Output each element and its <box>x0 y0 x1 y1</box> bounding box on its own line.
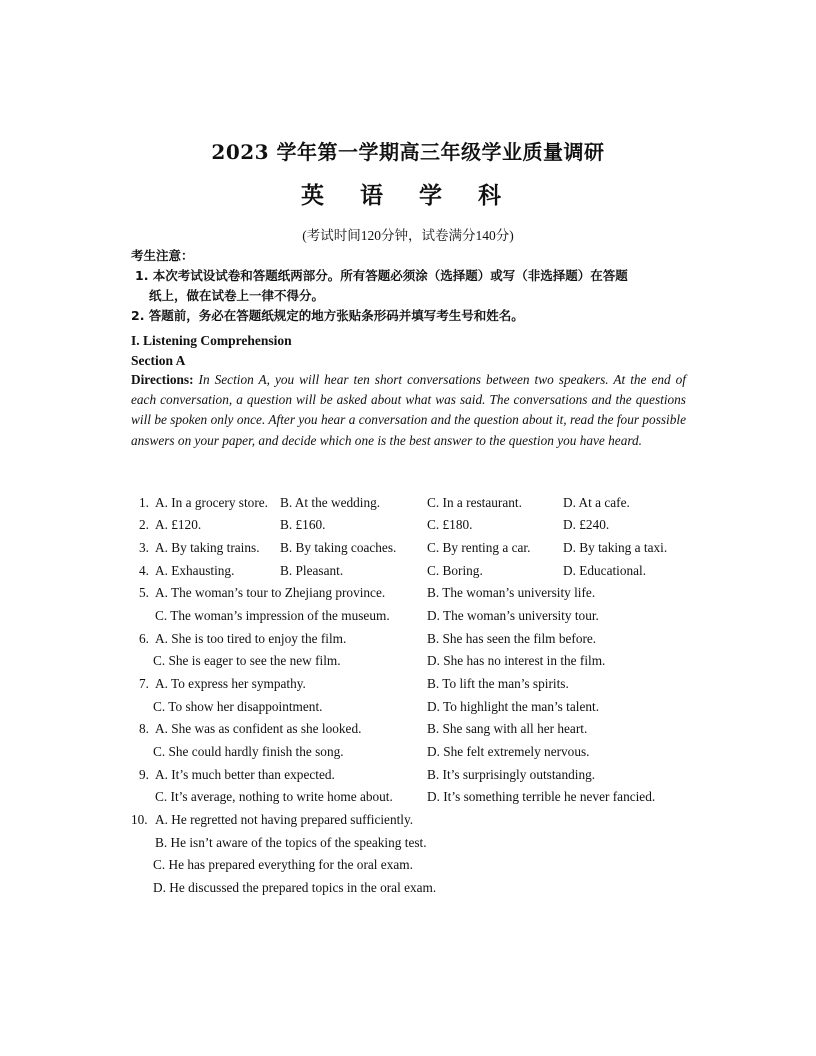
question-number: 9. <box>139 767 149 782</box>
option-d: D. He discussed the prepared topics in the oral exam. <box>153 880 437 895</box>
option-c: C. In a restaurant. <box>427 495 522 510</box>
option-a: A. To express her sympathy. <box>155 676 306 691</box>
option-d: D. She has no interest in the film. <box>427 653 606 668</box>
question-number: 7. <box>139 676 149 691</box>
notice-heading: 考生注意： <box>131 248 194 263</box>
question-number: 4. <box>139 563 149 578</box>
option-b: B. By taking coaches. <box>280 540 397 555</box>
option-c: C. The woman’s impression of the museum. <box>155 608 390 623</box>
directions-text: In Section A, you will hear ten short conversations between two speakers. At the end of each conversation, a question will be asked about what was said. The conversations and the questions will be spoken only once. After you hear a conversation and the question about it, read the four possible answers on your paper, and decide which one is the best answer to the question you have heard. <box>131 372 686 448</box>
option-b: B. To lift the man’s spirits. <box>427 676 569 691</box>
option-d: D. By taking a taxi. <box>563 540 668 555</box>
exam-info: (考试时间120分钟，试卷满分140分) <box>302 228 514 243</box>
notice-item-2: 2. 答题前，务必在答题纸规定的地方张贴条形码并填写考生号和姓名。 <box>131 308 524 323</box>
part-title: I. Listening Comprehension <box>131 333 292 348</box>
option-c: C. She could hardly finish the song. <box>153 744 344 759</box>
option-c: C. £180. <box>427 517 473 532</box>
option-b: B. At the wedding. <box>280 495 381 510</box>
notice-item-1-cont: 纸上，做在试卷上一律不得分。 <box>149 288 325 303</box>
notice-item-1: 1. 本次考试设试卷和答题纸两部分。所有答题必须涂（选择题）或写（非选择题）在答题 <box>135 268 628 283</box>
option-d: D. It’s something terrible he never fancied. <box>427 789 656 804</box>
option-c: C. He has prepared everything for the oral exam. <box>153 857 413 872</box>
option-b: B. Pleasant. <box>280 563 344 578</box>
question-number: 2. <box>139 517 149 532</box>
option-d: D. At a cafe. <box>563 495 630 510</box>
option-c: C. Boring. <box>427 563 483 578</box>
option-a: A. Exhausting. <box>155 563 235 578</box>
option-a: A. In a grocery store. <box>155 495 268 510</box>
option-a: A. By taking trains. <box>155 540 260 555</box>
subject-title: 英 语 学 科 <box>300 183 516 209</box>
directions-label: Directions: <box>131 372 194 387</box>
question-number: 8. <box>139 721 149 736</box>
option-c: C. It’s average, nothing to write home about. <box>155 789 393 804</box>
option-d: D. £240. <box>563 517 610 532</box>
question-number: 10. <box>131 812 148 827</box>
question-number: 1. <box>139 495 149 510</box>
option-b: B. It’s surprisingly outstanding. <box>427 767 596 782</box>
option-a: A. He regretted not having prepared sufficiently. <box>155 812 414 827</box>
option-a: A. She is too tired to enjoy the film. <box>155 631 347 646</box>
section-title: Section A <box>131 353 186 368</box>
option-c: C. By renting a car. <box>427 540 531 555</box>
option-c: C. She is eager to see the new film. <box>153 653 341 668</box>
option-d: D. The woman’s university tour. <box>427 608 599 623</box>
page-title: 2023 学年第一学期高三年级学业质量调研 <box>211 140 605 164</box>
option-c: C. To show her disappointment. <box>153 699 323 714</box>
option-b: B. The woman’s university life. <box>427 585 596 600</box>
option-a: A. The woman’s tour to Zhejiang province. <box>155 585 386 600</box>
directions <box>131 370 686 451</box>
question-number: 5. <box>139 585 149 600</box>
option-b: B. She sang with all her heart. <box>427 721 588 736</box>
question-number: 3. <box>139 540 149 555</box>
option-b: B. £160. <box>280 517 326 532</box>
option-d: D. To highlight the man’s talent. <box>427 699 600 714</box>
option-a: A. She was as confident as she looked. <box>155 721 362 736</box>
option-b: B. She has seen the film before. <box>427 631 597 646</box>
option-a: A. £120. <box>155 517 202 532</box>
option-a: A. It’s much better than expected. <box>155 767 335 782</box>
option-d: D. She felt extremely nervous. <box>427 744 590 759</box>
option-d: D. Educational. <box>563 563 647 578</box>
question-number: 6. <box>139 631 149 646</box>
option-b: B. He isn’t aware of the topics of the speaking test. <box>155 835 427 850</box>
